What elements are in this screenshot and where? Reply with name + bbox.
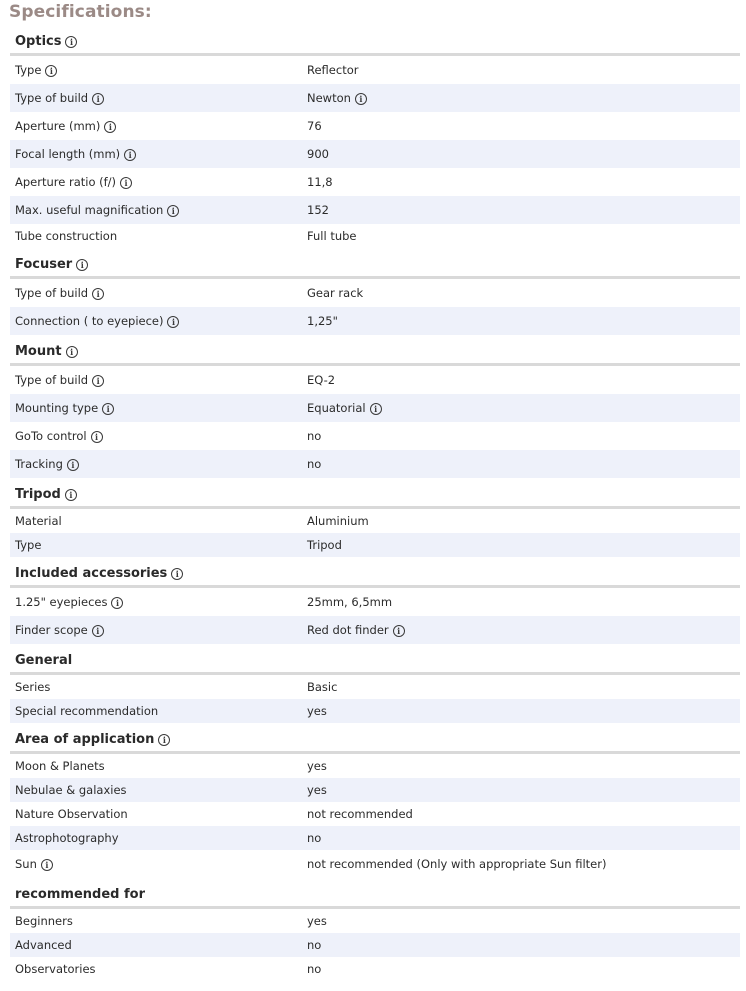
spec-value [307, 140, 329, 168]
spec-label-text: Astrophotography [15, 831, 119, 845]
spec-row [10, 112, 740, 140]
spec-row [10, 509, 740, 533]
spec-value [307, 588, 392, 616]
spec-label-text: GoTo control [15, 429, 87, 443]
spec-value [307, 533, 342, 557]
spec-label-text: Nebulae & galaxies [15, 783, 127, 797]
spec-value [307, 909, 327, 933]
spec-label [15, 450, 79, 478]
info-icon[interactable]: i [92, 375, 104, 387]
spec-row [10, 802, 740, 826]
spec-section-recommended-for [10, 884, 740, 981]
spec-label-text: Material [15, 514, 62, 528]
section-title: General [15, 653, 73, 668]
section-header [10, 254, 740, 279]
spec-row [10, 588, 740, 616]
spec-label [15, 533, 41, 557]
spec-label-text: 1.25" eyepieces [15, 595, 108, 609]
spec-value-text: 1,25" [307, 314, 338, 328]
spec-row [10, 307, 740, 335]
spec-label-text: Aperture ratio (f/) [15, 175, 117, 189]
spec-value [307, 422, 321, 450]
spec-value [307, 168, 333, 196]
spec-value [307, 957, 321, 981]
spec-row [10, 699, 740, 723]
spec-row [10, 394, 740, 422]
spec-label [15, 957, 96, 981]
spec-value [307, 933, 321, 957]
spec-row [10, 56, 740, 84]
section-header [10, 31, 740, 56]
spec-row [10, 675, 740, 699]
spec-label [15, 112, 116, 140]
spec-label [15, 84, 104, 112]
spec-section-area-of-application [10, 729, 740, 878]
info-icon[interactable]: i [111, 597, 123, 609]
section-title: recommended for [15, 887, 145, 902]
spec-row [10, 140, 740, 168]
spec-label [15, 933, 72, 957]
spec-value-text: Full tube [307, 229, 357, 243]
spec-label [15, 394, 114, 422]
spec-value [307, 394, 382, 422]
spec-value [307, 802, 413, 826]
spec-label-text: Focal length (mm) [15, 147, 121, 161]
info-icon[interactable]: i [91, 431, 103, 443]
spec-label [15, 675, 50, 699]
spec-label-text: Max. useful magnification [15, 203, 164, 217]
spec-row [10, 957, 740, 981]
spec-value-text: yes [307, 914, 327, 928]
section-header [10, 484, 740, 509]
spec-value-text: Red dot finder [307, 623, 389, 637]
section-title: Tripod [15, 487, 61, 502]
spec-row [10, 196, 740, 224]
info-icon[interactable]: i [76, 259, 88, 271]
spec-value [307, 850, 606, 878]
info-icon[interactable]: i [65, 36, 77, 48]
spec-label [15, 616, 104, 644]
spec-label [15, 168, 132, 196]
spec-label-text: Type [15, 63, 42, 77]
spec-row [10, 754, 740, 778]
section-header [10, 729, 740, 754]
section-header [10, 650, 740, 675]
spec-value [307, 778, 327, 802]
spec-label-text: Type [15, 538, 42, 552]
spec-value-text: Tripod [307, 538, 342, 552]
spec-label-text: Observatories [15, 962, 96, 976]
section-title: Focuser [15, 257, 73, 272]
section-title: Area of application [15, 732, 155, 747]
spec-value [307, 196, 329, 224]
spec-value [307, 616, 405, 644]
spec-label [15, 224, 117, 248]
spec-label-text: Special recommendation [15, 704, 159, 718]
info-icon[interactable]: i [370, 403, 382, 415]
spec-label [15, 909, 73, 933]
info-icon[interactable]: i [67, 459, 79, 471]
spec-label-text: Type of build [15, 373, 89, 387]
spec-label [15, 140, 136, 168]
info-icon[interactable]: i [92, 625, 104, 637]
info-icon[interactable]: i [171, 568, 183, 580]
spec-value-text: EQ-2 [307, 373, 336, 387]
spec-section-general [10, 650, 740, 723]
spec-value-text: no [307, 457, 322, 471]
spec-row [10, 616, 740, 644]
info-icon[interactable]: i [45, 65, 57, 77]
spec-section-focuser [10, 254, 740, 335]
spec-section-tripod [10, 484, 740, 557]
section-header [10, 884, 740, 909]
spec-value [307, 307, 338, 335]
info-icon[interactable]: i [158, 734, 170, 746]
spec-label-text: Finder scope [15, 623, 88, 637]
spec-label-text: Advanced [15, 938, 72, 952]
spec-label [15, 509, 62, 533]
spec-value [307, 826, 321, 850]
spec-section-included-accessories [10, 563, 740, 644]
spec-label-text: Tracking [15, 457, 63, 471]
spec-section-optics [10, 31, 740, 248]
specifications-table [10, 31, 740, 981]
info-icon[interactable]: i [104, 121, 116, 133]
spec-value-text: Gear rack [307, 286, 364, 300]
info-icon[interactable]: i [66, 346, 78, 358]
spec-label-text: Beginners [15, 914, 73, 928]
spec-row [10, 168, 740, 196]
spec-label-text: Series [15, 680, 51, 694]
info-icon[interactable]: i [167, 205, 179, 217]
spec-row [10, 778, 740, 802]
spec-section-mount [10, 341, 740, 478]
spec-value [307, 56, 358, 84]
spec-row [10, 826, 740, 850]
spec-value-text: 76 [307, 119, 322, 133]
spec-row [10, 850, 740, 878]
info-icon[interactable]: i [92, 288, 104, 300]
spec-label-text: Aperture (mm) [15, 119, 101, 133]
spec-value [307, 84, 367, 112]
spec-label [15, 279, 104, 307]
spec-label [15, 826, 119, 850]
info-icon[interactable]: i [124, 149, 136, 161]
info-icon[interactable]: i [92, 93, 104, 105]
spec-value [307, 699, 327, 723]
spec-label-text: Sun [15, 857, 37, 871]
spec-label [15, 850, 53, 878]
section-title: Mount [15, 344, 62, 359]
spec-label-text: Tube construction [15, 229, 118, 243]
info-icon[interactable]: i [167, 316, 179, 328]
spec-value-text: no [307, 831, 322, 845]
spec-value-text: no [307, 962, 322, 976]
info-icon[interactable]: i [393, 625, 405, 637]
spec-row [10, 279, 740, 307]
spec-row [10, 533, 740, 557]
spec-value-text: no [307, 429, 322, 443]
spec-label [15, 366, 104, 394]
spec-label-text: Type of build [15, 91, 89, 105]
spec-value-text: 25mm, 6,5mm [307, 595, 393, 609]
spec-label [15, 196, 179, 224]
spec-value-text: Basic [307, 680, 338, 694]
spec-value [307, 509, 369, 533]
spec-row [10, 224, 740, 248]
spec-value [307, 224, 357, 248]
spec-value-text: 900 [307, 147, 329, 161]
spec-value [307, 279, 363, 307]
spec-value-text: Aluminium [307, 514, 369, 528]
spec-row [10, 422, 740, 450]
spec-value-text: 152 [307, 203, 329, 217]
section-title: Optics [15, 34, 62, 49]
spec-value [307, 675, 337, 699]
spec-label-text: Nature Observation [15, 807, 128, 821]
spec-value-text: Reflector [307, 63, 359, 77]
section-header [10, 563, 740, 588]
spec-value [307, 450, 321, 478]
section-title: Included accessories [15, 566, 168, 581]
spec-row [10, 84, 740, 112]
spec-value [307, 366, 335, 394]
spec-label [15, 56, 57, 84]
info-icon[interactable]: i [102, 403, 114, 415]
spec-label [15, 588, 123, 616]
spec-value-text: yes [307, 704, 327, 718]
spec-label [15, 754, 105, 778]
spec-value-text: yes [307, 783, 327, 797]
spec-label-text: Type of build [15, 286, 89, 300]
spec-label [15, 802, 128, 826]
spec-value-text: Newton [307, 91, 351, 105]
spec-value-text: no [307, 938, 322, 952]
info-icon[interactable]: i [120, 177, 132, 189]
spec-label-text: Connection ( to eyepiece) [15, 314, 164, 328]
info-icon[interactable]: i [65, 489, 77, 501]
spec-value [307, 754, 327, 778]
spec-value [307, 112, 322, 140]
spec-value-text: not recommended (Only with appropriate Sun filter) [307, 857, 607, 871]
spec-label-text: Mounting type [15, 401, 99, 415]
spec-label [15, 422, 103, 450]
page-title: Specifications: [9, 2, 152, 22]
info-icon[interactable]: i [41, 859, 53, 871]
spec-label [15, 778, 127, 802]
spec-value-text: yes [307, 759, 327, 773]
spec-row [10, 909, 740, 933]
info-icon[interactable]: i [355, 93, 367, 105]
spec-value-text: not recommended [307, 807, 413, 821]
spec-row [10, 450, 740, 478]
spec-label [15, 699, 158, 723]
spec-value-text: 11,8 [307, 175, 333, 189]
spec-label-text: Moon & Planets [15, 759, 105, 773]
spec-label [15, 307, 179, 335]
spec-row [10, 366, 740, 394]
spec-row [10, 933, 740, 957]
section-header [10, 341, 740, 366]
spec-value-text: Equatorial [307, 401, 366, 415]
